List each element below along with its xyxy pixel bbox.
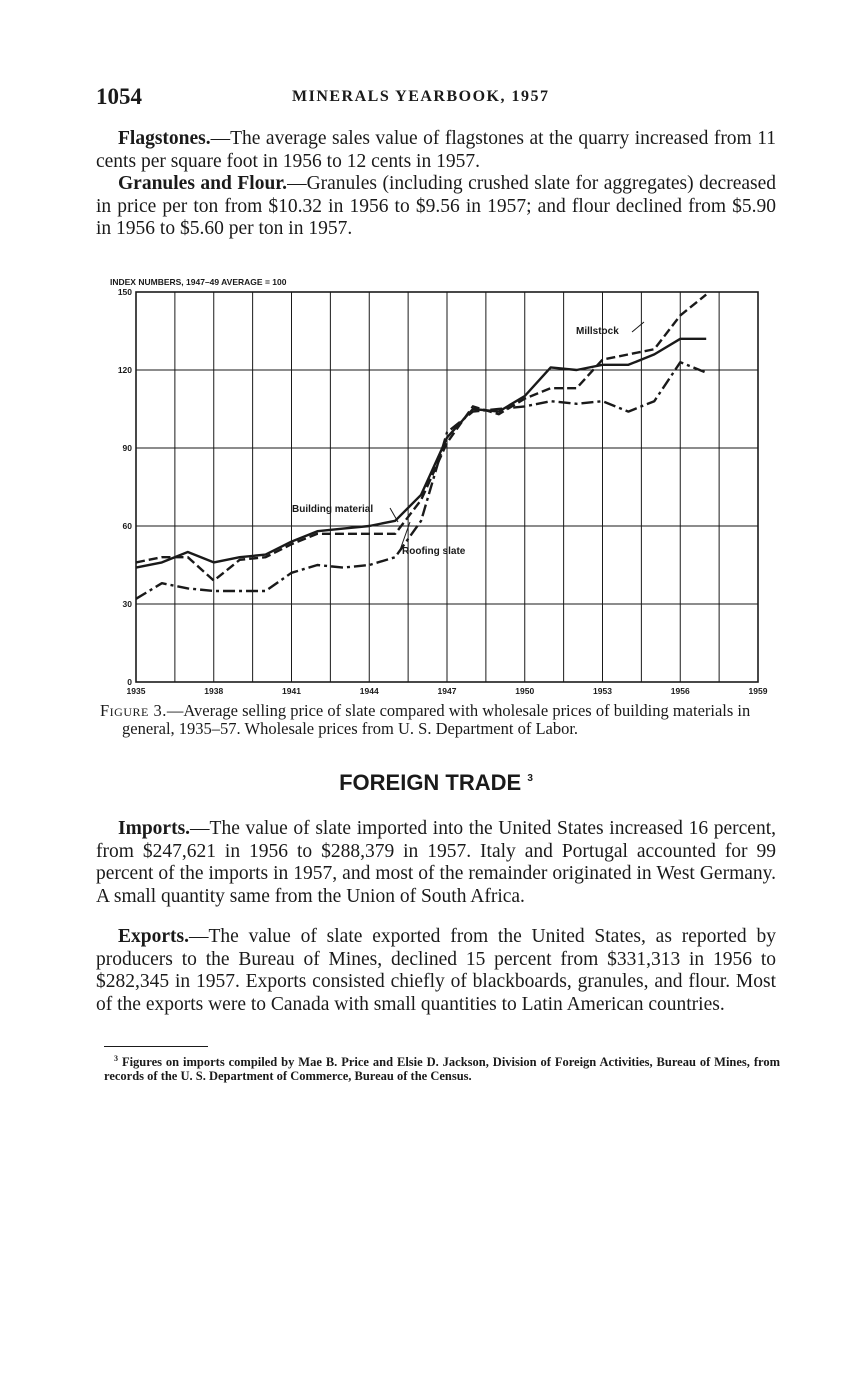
chart-y-ticks [118,287,132,687]
series-label: Building material [292,504,374,515]
footnote-rule [104,1046,208,1047]
paragraph-lead: Flagstones. [118,128,211,149]
x-tick-label: 1956 [670,686,690,696]
paragraph-text: —The value of slate imported into the United States increased 16 percent, from $247,621 in 1956 to $288,379 in 1957. Italy and Portugal accounted for 99 percent of the imports in 1957, and most of the remainder originated in West Germany. A small quantity same from the Union of South Africa. [96,818,776,907]
section-heading [96,770,776,796]
paragraph-text: —The value of slate exported from the United States, as reported by producers to the Bureau of Mines, declined 15 percent from $331,313 in 1956 to $282,345 in 1957. Exports consisted chiefly of blackboards, granules, and flour. Most of the exports were to Canada with small quantities to Latin American countries. [96,926,776,1015]
series-leader-line [632,322,644,332]
y-tick-label: 120 [117,365,132,375]
figure-label: Figure 3. [100,701,167,720]
x-tick-label: 1944 [359,686,379,696]
running-title: MINERALS YEARBOOK, 1957 [292,88,550,105]
series-line-building-material [136,339,706,568]
series-label: Roofing slate [402,546,466,557]
chart-x-ticks [127,686,768,696]
y-tick-label: 150 [117,287,132,297]
chart-annotations [292,322,644,557]
paragraph-granules [96,173,776,241]
figure-caption-text: —Average selling price of slate compared with wholesale prices of building materials in general, 1935–57. Wholesale prices from U. S. Department of Labor. [122,701,751,738]
footnote-marker: 3 [114,1054,118,1063]
paragraph-imports [96,818,776,908]
x-tick-label: 1950 [515,686,535,696]
paragraph-lead: Granules and Flour. [118,173,288,194]
y-tick-label: 0 [127,677,132,687]
x-tick-label: 1947 [437,686,457,696]
paragraph-lead: Exports. [118,926,189,947]
section-title: FOREIGN TRADE [339,770,522,795]
x-tick-label: 1941 [282,686,301,696]
page-number: 1054 [96,84,142,109]
paragraph-exports [96,926,776,1016]
chart-ylabel: INDEX NUMBERS, 1947–49 AVERAGE = 100 [110,277,287,287]
x-tick-label: 1953 [593,686,612,696]
x-tick-label: 1959 [748,686,768,696]
y-tick-label: 60 [122,521,132,531]
series-label: Millstock [576,326,619,337]
footnote [104,1052,780,1083]
footnote-reference: 3 [527,773,533,784]
paragraph-flagstones [96,128,776,173]
chart-grid [136,292,758,682]
figure-caption [100,702,776,738]
x-tick-label: 1935 [126,686,146,696]
y-tick-label: 30 [122,599,132,609]
footnote-text: Figures on imports compiled by Mae B. Price and Elsie D. Jackson, Division of Foreign Activities, Bureau of Mines, from records of the U. S. Department of Commerce, Bureau of the Census. [104,1055,781,1084]
y-tick-label: 90 [122,443,132,453]
paragraph-lead: Imports. [118,818,191,839]
series-line-millstock [136,295,706,581]
paragraph-text: —Granules (including crushed slate for aggregates) decreased in price per ton from $10.32 in 1956 to $9.56 in 1957; and flour declined from $5.90 in 1956 to $5.60 per ton in 1957. [96,173,777,239]
x-tick-label: 1938 [204,686,224,696]
page-header [96,84,776,110]
series-line-roofing-slate [136,362,706,599]
slate-price-chart [100,272,780,704]
paragraph-text: —The average sales value of flagstones at the quarry increased from 11 cents per square foot in 1956 to 12 cents in 1957. [96,128,776,172]
